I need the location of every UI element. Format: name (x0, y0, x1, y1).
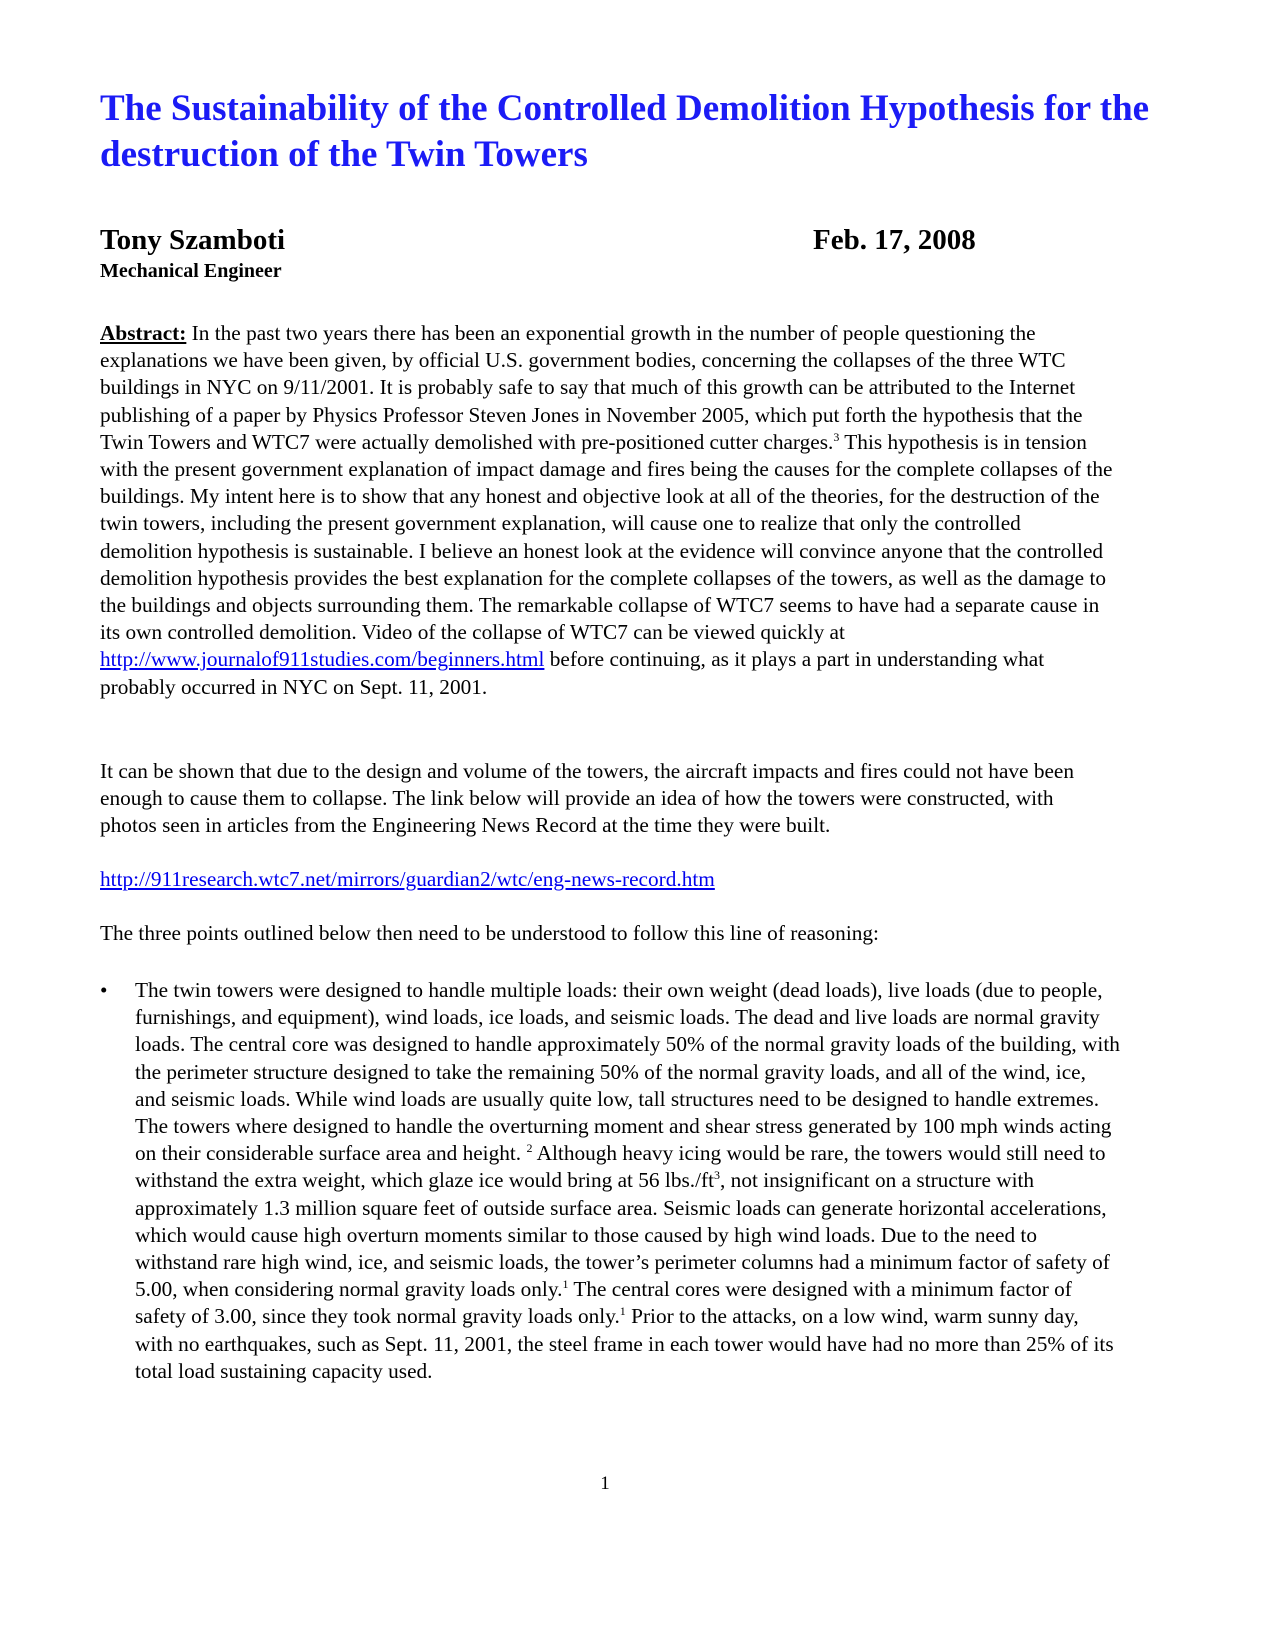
bullet-text: Prior to the attacks, on a low wind, warm sunny day, with no earthquakes, such as Sept. 11, 2001, the steel frame in each tower would have had no more than 25% of its total load sustaining capacity used. (135, 1304, 1114, 1383)
body-paragraph: The three points outlined below then need to be understood to follow this line of reasoning: (100, 921, 879, 945)
abstract-paragraph (100, 320, 1115, 701)
bullet-text: Although heavy icing would be rare, the towers would still need to withstand the extra weight, which glaze ice would bring at 56 lbs./ft (135, 1141, 1106, 1193)
abstract-label: Abstract: (100, 321, 187, 345)
bullet-icon: • (100, 978, 108, 1002)
footnote-ref: 2 (526, 1141, 533, 1156)
footnote-ref: 1 (562, 1277, 569, 1292)
bullet-text: , not insignificant on a structure with approximately 1.3 million square feet of outside surface area. Seismic loads can generate horizontal accelerations, which would cause high overturn moments similar to those caused by high wind loads. Due to the need to withstand rare high wind, ice, and seismic loads, the tower’s perimeter columns had a minimum factor of safety of 5.00, when considering normal gravity loads only. (135, 1168, 1110, 1302)
footnote-ref: 3 (833, 429, 840, 444)
superscript: 3 (714, 1168, 721, 1183)
document-date: Feb. 17, 2008 (813, 224, 976, 256)
footnote-ref: 1 (619, 1304, 626, 1319)
bullet-text: The twin towers were designed to handle multiple loads: their own weight (dead loads), live loads (due to people, furnishings, and equipment), wind loads, ice loads, and seismic loads. The dead and live loads are normal gravity loads. The central core was designed to handle approximately 50% of the normal gravity loads of the building, with the perimeter structure designed to take the remaining 50% of the normal gravity loads, and all of the wind, ice, and seismic loads. While wind loads are usually quite low, tall structures need to be designed to handle extremes. The towers where designed to handle the overturning moment and shear stress generated by 100 mph winds acting on their considerable surface area and height. (135, 978, 1120, 1166)
document-title: The Sustainability of the Controlled Demolition Hypothesis for the destruction of the Twin Towers (100, 88, 1150, 175)
bullet-text: The central cores were designed with a minimum factor of safety of 3.00, since they took normal gravity loads only. (135, 1277, 1072, 1329)
abstract-text: This hypothesis is in tension with the present government explanation of impact damage and fires being the causes for the complete collapses of the buildings. My intent here is to show that any honest and objective look at all of the theories, for the destruction of the twin towers, including the present government explanation, will cause one to realize that only the controlled demolition hypothesis is sustainable. I believe an honest look at the evidence will convince anyone that the controlled demolition hypothesis provides the best explanation for the complete collapses of the towers, as well as the damage to the buildings and objects surrounding them. The remarkable collapse of WTC7 seems to have had a separate cause in its own controlled demolition. Video of the collapse of WTC7 can be viewed quickly at (100, 429, 1113, 645)
abstract-text: before continuing, as it plays a part in understanding what probably occurred in NYC on Sept. 11, 2001. (100, 647, 1045, 699)
bullet-item (135, 977, 1120, 1385)
author-name: Tony Szamboti (100, 224, 286, 256)
author-role: Mechanical Engineer (100, 260, 282, 282)
journal-link[interactable]: http://www.journalof911studies.com/beginners.html (100, 647, 545, 672)
body-paragraph: It can be shown that due to the design and volume of the towers, the aircraft impacts and fires could not have been enough to cause them to collapse. The link below will provide an idea of how the towers were constructed, with photos seen in articles from the Engineering News Record at the time they were built. (100, 759, 1075, 838)
eng-news-record-link[interactable]: http://911research.wtc7.net/mirrors/guardian2/wtc/eng-news-record.htm (100, 867, 715, 891)
page-number: 1 (600, 1473, 610, 1494)
abstract-text: In the past two years there has been an exponential growth in the number of people questioning the explanations we have been given, by official U.S. government bodies, concerning the collapses of the three WTC buildings in NYC on 9/11/2001. It is probably safe to say that much of this growth can be attributed to the Internet publishing of a paper by Physics Professor Steven Jones in November 2005, which put forth the hypothesis that the Twin Towers and WTC7 were actually demolished with pre-positioned cutter charges. (100, 321, 1083, 454)
link-paragraph (100, 866, 1115, 893)
